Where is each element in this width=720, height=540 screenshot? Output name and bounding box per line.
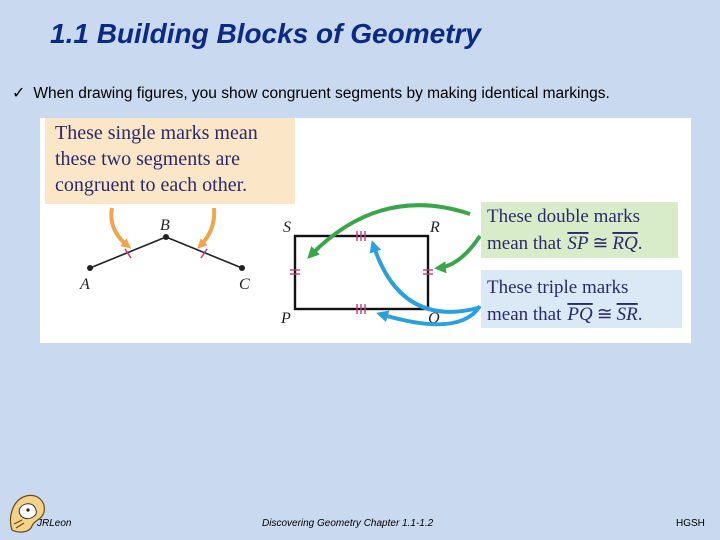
- point-c: [239, 265, 245, 271]
- point-a: [87, 265, 93, 271]
- bullet-text: When drawing figures, you show congruent segments by making identical markings.: [33, 85, 610, 102]
- figure-svg: [40, 118, 691, 343]
- triple-note-line-1: These triple marks: [487, 277, 629, 298]
- label-r: R: [430, 219, 440, 236]
- triple-note-line-2: mean that PQ ≅ SR.: [487, 304, 643, 325]
- footer-course: Discovering Geometry Chapter 1.1-1.2: [262, 518, 434, 529]
- congruence-figure: [40, 118, 691, 343]
- label-p: P: [281, 310, 291, 327]
- footer-author: JRLeon: [37, 518, 72, 529]
- single-note-line-1: These single marks mean: [55, 122, 258, 144]
- slide-title: 1.1 Building Blocks of Geometry: [50, 18, 481, 49]
- footer-school: HGSH: [676, 518, 705, 529]
- single-note-line-2: these two segments are: [55, 148, 240, 170]
- label-a: A: [80, 276, 90, 293]
- double-note-line-2: mean that SP ≅ RQ.: [487, 233, 643, 254]
- label-q: Q: [428, 310, 440, 327]
- label-c: C: [239, 276, 250, 293]
- point-b: [163, 234, 169, 240]
- label-s: S: [283, 219, 291, 236]
- bullet-item: [12, 83, 610, 103]
- double-note-line-1: These double marks: [487, 206, 641, 227]
- checkmark-icon: ✓: [12, 85, 26, 102]
- single-note-line-3: congruent to each other.: [55, 174, 248, 196]
- label-b: B: [160, 217, 170, 234]
